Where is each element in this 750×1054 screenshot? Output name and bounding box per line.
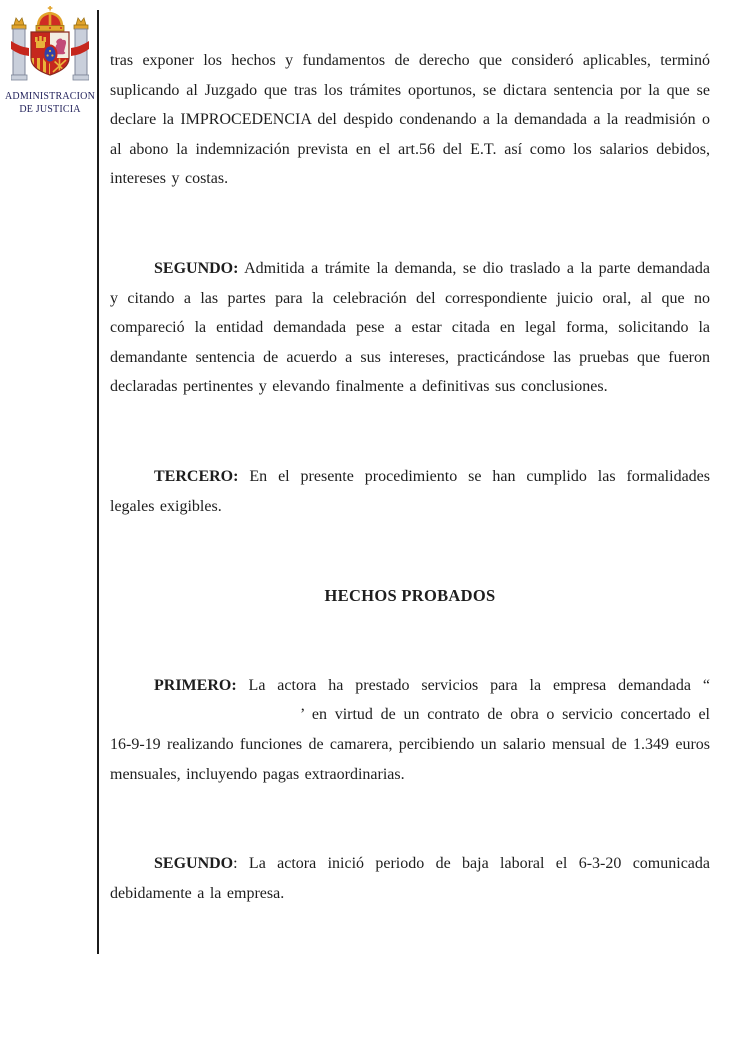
paragraph-segundo-antecedente — [110, 254, 710, 402]
paragraph-text: La actora inició periodo de baja laboral el 6-3-20 comunicada debidamente a la empresa. — [110, 855, 710, 902]
margin-divider-line — [97, 10, 99, 954]
org-name-line2: DE JUSTICIA — [19, 103, 81, 115]
paragraph-lead-suffix: : — [233, 855, 238, 873]
paragraph-text-after-redaction: ’ en virtud de un contrato de obra o servicio concertado el 16-9-19 realizando funciones de camarera, percibiendo un salario mensual de 1.349 euros mensuales, incluyendo pagas extraordinarias. — [110, 706, 710, 783]
paragraph-tercero-antecedente — [110, 462, 710, 521]
royal-crown — [36, 6, 64, 31]
org-name — [5, 91, 95, 116]
paragraph-text: En el presente procedimiento se han cumplido las formalidades legales exigibles. — [110, 467, 710, 515]
paragraph-lead: PRIMERO: — [154, 676, 237, 694]
paragraph-lead: SEGUNDO: — [154, 259, 239, 277]
paragraph-primero-hecho — [110, 671, 710, 789]
letterhead — [5, 5, 95, 116]
paragraph-text-before-redaction: La actora ha prestado servicios para la empresa demandada “ — [236, 676, 710, 694]
paragraph-lead: SEGUNDO — [154, 855, 234, 873]
paragraph-segundo-hecho — [110, 849, 710, 908]
redacted-company-name — [110, 718, 300, 719]
paragraph-lead: TERCERO: — [154, 467, 239, 485]
spanish-coat-of-arms-icon — [11, 5, 89, 89]
org-name-line1: ADMINISTRACION — [5, 91, 96, 102]
document-body — [110, 0, 710, 968]
paragraph-text: Admitida a trámite la demanda, se dio traslado a la parte demandada y citando a las partes para la celebración del correspondiente juicio oral, al que no compareció la entidad demandada pese a estar citada en legal forma, solicitando la demandante sentencia de acuerdo a sus intereses, practicándose las pruebas que fueron declaradas pertinentes y elevando finalmente a definitivas sus conclusiones. — [110, 259, 710, 396]
paragraph-intro: tras exponer los hechos y fundamentos de derecho que consideró aplicables, terminó suplicando al Juzgado que tras los trámites oportunos, se dictara sentencia por la que se declare la IMPROCEDENCIA del despido condenando a la demandada a la readmisión o al abono la indemnización prevista en el art.56 del E.T. así como los salarios debidos, intereses y costas. — [110, 52, 710, 188]
section-heading-hechos-probados: HECHOS PROBADOS — [324, 586, 496, 606]
